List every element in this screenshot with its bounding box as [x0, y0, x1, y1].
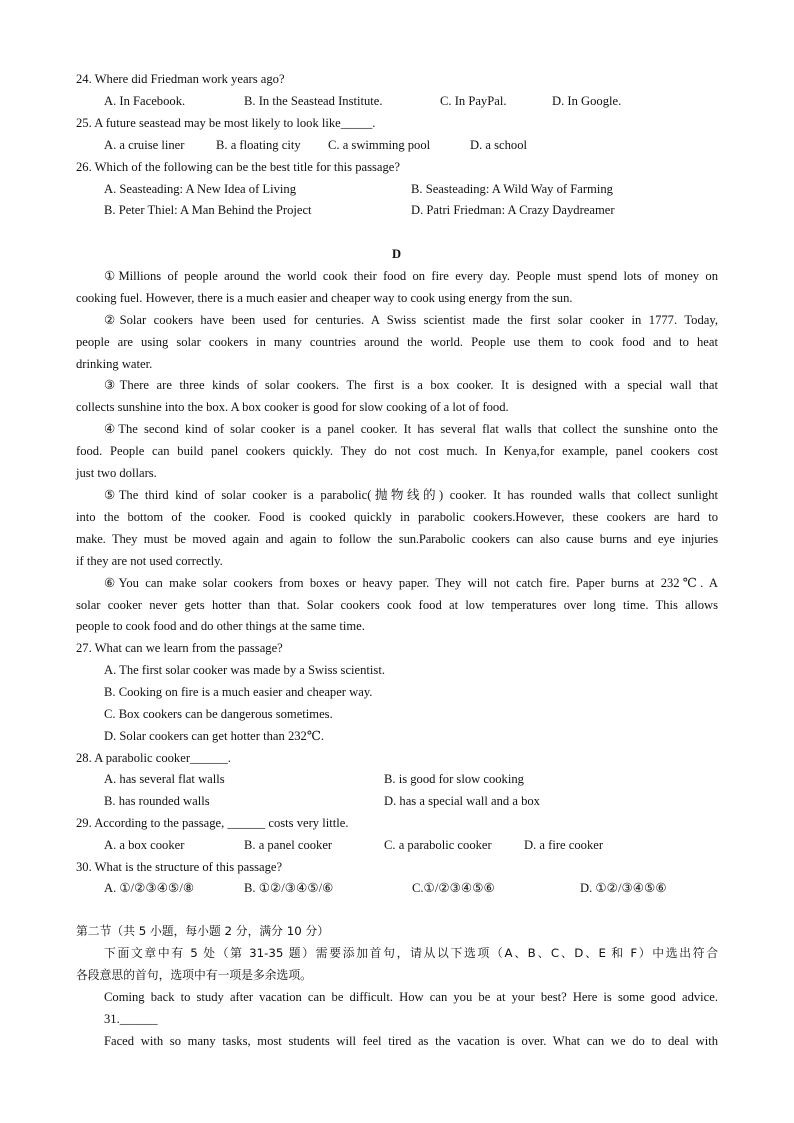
section2-passage-p2: Faced with so many tasks, most students will feel tired as the vacation is over. What can we do to deal with — [104, 1034, 718, 1048]
q30-option-a: A. ①/②③④⑤/⑧ — [104, 881, 195, 895]
d-p4-line1: ④The second kind of solar cooker is a panel cooker. It has several flat walls that collect the sunshine onto the — [104, 422, 718, 436]
q29-option-c: C. a parabolic cooker — [384, 838, 492, 852]
d-p1-line2: cooking fuel. However, there is a much easier and cheaper way to cook using energy from the sun. — [76, 291, 573, 305]
q24-stem: 24. Where did Friedman work years ago? — [76, 72, 285, 86]
q28-option-a: A. has several flat walls — [104, 772, 225, 786]
d-p6-line1: ⑥You can make solar cookers from boxes or heavy paper. They will not catch fire. Paper burns at 232℃. A — [104, 576, 718, 590]
q25-option-d: D. a school — [470, 138, 528, 152]
q28-option-c: B. has rounded walls — [104, 794, 210, 808]
q29-stem: 29. According to the passage, ______ costs very little. — [76, 816, 349, 830]
section2-instruction-line1: 下面文章中有 5 处（第 31-35 题）需要添加首句，请从以下选项（A、B、C、D、E 和 F）中选出符合 — [104, 946, 718, 960]
q27-option-b: B. Cooking on fire is a much easier and cheaper way. — [104, 685, 373, 699]
q25-stem: 25. A future seastead may be most likely to look like_____. — [76, 116, 376, 130]
q24-option-b: B. In the Seastead Institute. — [244, 94, 383, 108]
q25-option-c: C. a swimming pool — [328, 138, 431, 152]
section2-passage-p1: Coming back to study after vacation can be difficult. How can you be at your best? Here is some good advice. — [104, 990, 718, 1004]
d-p6-line2: solar cooker never gets hotter than that. Solar cookers cook food at low temperatures over long time. This allows — [76, 598, 718, 612]
q26-option-a: A. Seasteading: A New Idea of Living — [104, 182, 297, 196]
q28-option-d: D. has a special wall and a box — [384, 794, 540, 808]
d-p4-line3: just two dollars. — [76, 466, 157, 480]
d-p5-line3: make. They must be moved again and again to follow the sun.Parabolic cookers can also cause burns and eye injuries — [76, 532, 718, 546]
q28-option-b: B. is good for slow cooking — [384, 772, 524, 786]
q27-option-d: D. Solar cookers can get hotter than 232℃. — [104, 729, 325, 743]
q30-option-c: C.①/②③④⑤⑥ — [412, 881, 495, 895]
q24-option-d: D. In Google. — [552, 94, 622, 108]
q30-stem: 30. What is the structure of this passage? — [76, 860, 283, 874]
q27-option-c: C. Box cookers can be dangerous sometimes. — [104, 707, 333, 721]
section-d-heading: D — [392, 247, 402, 261]
d-p5-line2: into the bottom of the cooker. Food is cooked quickly in parabolic cookers.However, these cookers are hard to — [76, 510, 718, 524]
d-p5-line1: ⑤The third kind of solar cooker is a parabolic(抛物线的) cooker. It has rounded walls that collect sunlight — [104, 488, 718, 502]
q25-option-a: A. a cruise liner — [104, 138, 185, 152]
d-p2-line3: drinking water. — [76, 357, 153, 371]
q27-stem: 27. What can we learn from the passage? — [76, 641, 283, 655]
q26-option-c: B. Peter Thiel: A Man Behind the Project — [104, 203, 312, 217]
d-p5-line4: if they are not used correctly. — [76, 554, 223, 568]
blank-31: 31.______ — [104, 1012, 158, 1026]
d-p6-line3: people to cook food and do other things at the same time. — [76, 619, 365, 633]
section2-heading: 第二节（共 5 小题，每小题 2 分，满分 10 分） — [76, 924, 330, 938]
d-p4-line2: food. People can build panel cookers quickly. They do not cost much. In Kenya,for example, panel cookers cost — [76, 444, 718, 458]
q28-stem: 28. A parabolic cooker______. — [76, 751, 231, 765]
q30-option-b: B. ①②/③④⑤/⑥ — [244, 881, 334, 895]
d-p2-line2: people are using solar cookers in many countries around the world. People use them to cook food and to heat — [76, 335, 718, 349]
q24-option-c: C. In PayPal. — [440, 94, 507, 108]
q26-stem: 26. Which of the following can be the best title for this passage? — [76, 160, 400, 174]
d-p2-line1: ②Solar cookers have been used for centuries. A Swiss scientist made the first solar cooker in 1777. Today, — [104, 313, 718, 327]
q29-option-a: A. a box cooker — [104, 838, 185, 852]
q29-option-d: D. a fire cooker — [524, 838, 604, 852]
q27-option-a: A. The first solar cooker was made by a Swiss scientist. — [104, 663, 385, 677]
d-p3-line2: collects sunshine into the box. A box cooker is good for slow cooking of a lot of food. — [76, 400, 509, 414]
q26-option-b: B. Seasteading: A Wild Way of Farming — [411, 182, 613, 196]
q29-option-b: B. a panel cooker — [244, 838, 333, 852]
section2-instruction-line2: 各段意思的首句，选项中有一项是多余选项。 — [76, 968, 312, 982]
q24-option-a: A. In Facebook. — [104, 94, 186, 108]
q30-option-d: D. ①②/③④⑤⑥ — [580, 881, 667, 895]
q26-option-d: D. Patri Friedman: A Crazy Daydreamer — [411, 203, 615, 217]
d-p3-line1: ③There are three kinds of solar cookers. The first is a box cooker. It is designed with a special wall that — [104, 378, 718, 392]
d-p1-line1: ①Millions of people around the world cook their food on fire every day. People must spend lots of money on — [104, 269, 718, 283]
q25-option-b: B. a floating city — [216, 138, 301, 152]
